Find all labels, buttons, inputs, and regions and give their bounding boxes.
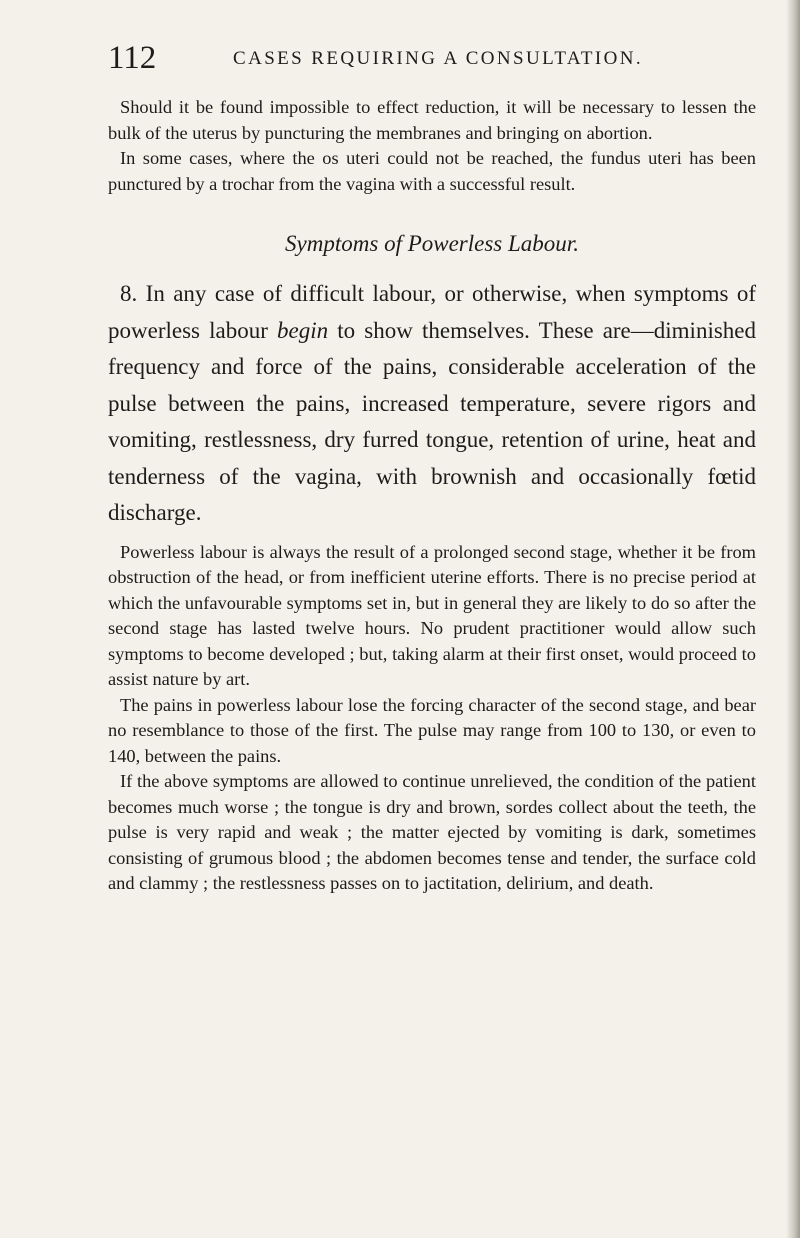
note-paragraph: Powerless labour is always the result of a prolonged second stage, whether it be from obstruction of the head, or from inefficient uterine efforts. There is no precise period at which the unfavourable symptoms set in, but in general they are likely to do so after the second stage has lasted twelve hours. No prudent practitioner would allow such symptoms to become developed ; but, taking alarm at their first onset, would proceed to assist nature by art. [108,541,756,689]
page-edge-shadow [786,0,800,1238]
running-head [108,40,756,80]
page-number: 112 [108,40,157,76]
paragraph-trochar: In some cases, where the os uteri could not be reached, the fundus uteri has been punctured by a trochar from the vagina with a successful result. [108,148,756,194]
emphasis-word: begin [277,317,329,343]
paragraph-reduction: Should it be found impossible to effect reduction, it will be necessary to lessen the bulk of the uterus by puncturing the membranes and bringing on abortion. [108,97,756,143]
section-heading: Symptoms of Powerless Labour. [285,231,579,256]
main-paragraph-end: to show themselves. These are—diminished frequency and force of the pains, considerable acceleration of the pulse between the pains, increased temperature, severe rigors and vomiting, restlessness, dry furred tongue, retention of urine, heat and tenderness of the vagina, with brownish and occasionally fœtid discharge. [108,317,756,525]
main-paragraph [108,276,756,532]
running-title: CASES REQUIRING A CONSULTATION. [233,48,643,69]
main-paragraph-start: 8. In any case of difficult labour, or otherwise, when symptoms of powerless labour [108,281,756,343]
note-paragraph: The pains in powerless labour lose the forcing character of the second stage, and bear no resemblance to those of the first. The pulse may range from 100 to 130, or even to 140, between the pains. [108,694,756,766]
note-paragraph: If the above symptoms are allowed to continue unrelieved, the condition of the patient becomes much worse ; the tongue is dry and brown, sordes collect about the teeth, the pulse is very rapid and weak ; the matter ejected by vomiting is dark, sometimes consisting of grumous blood ; the abdomen becomes tense and tender, the surface cold and clammy ; the restlessness passes on to jactitation, delirium, and death. [108,771,756,893]
book-page [108,40,756,897]
